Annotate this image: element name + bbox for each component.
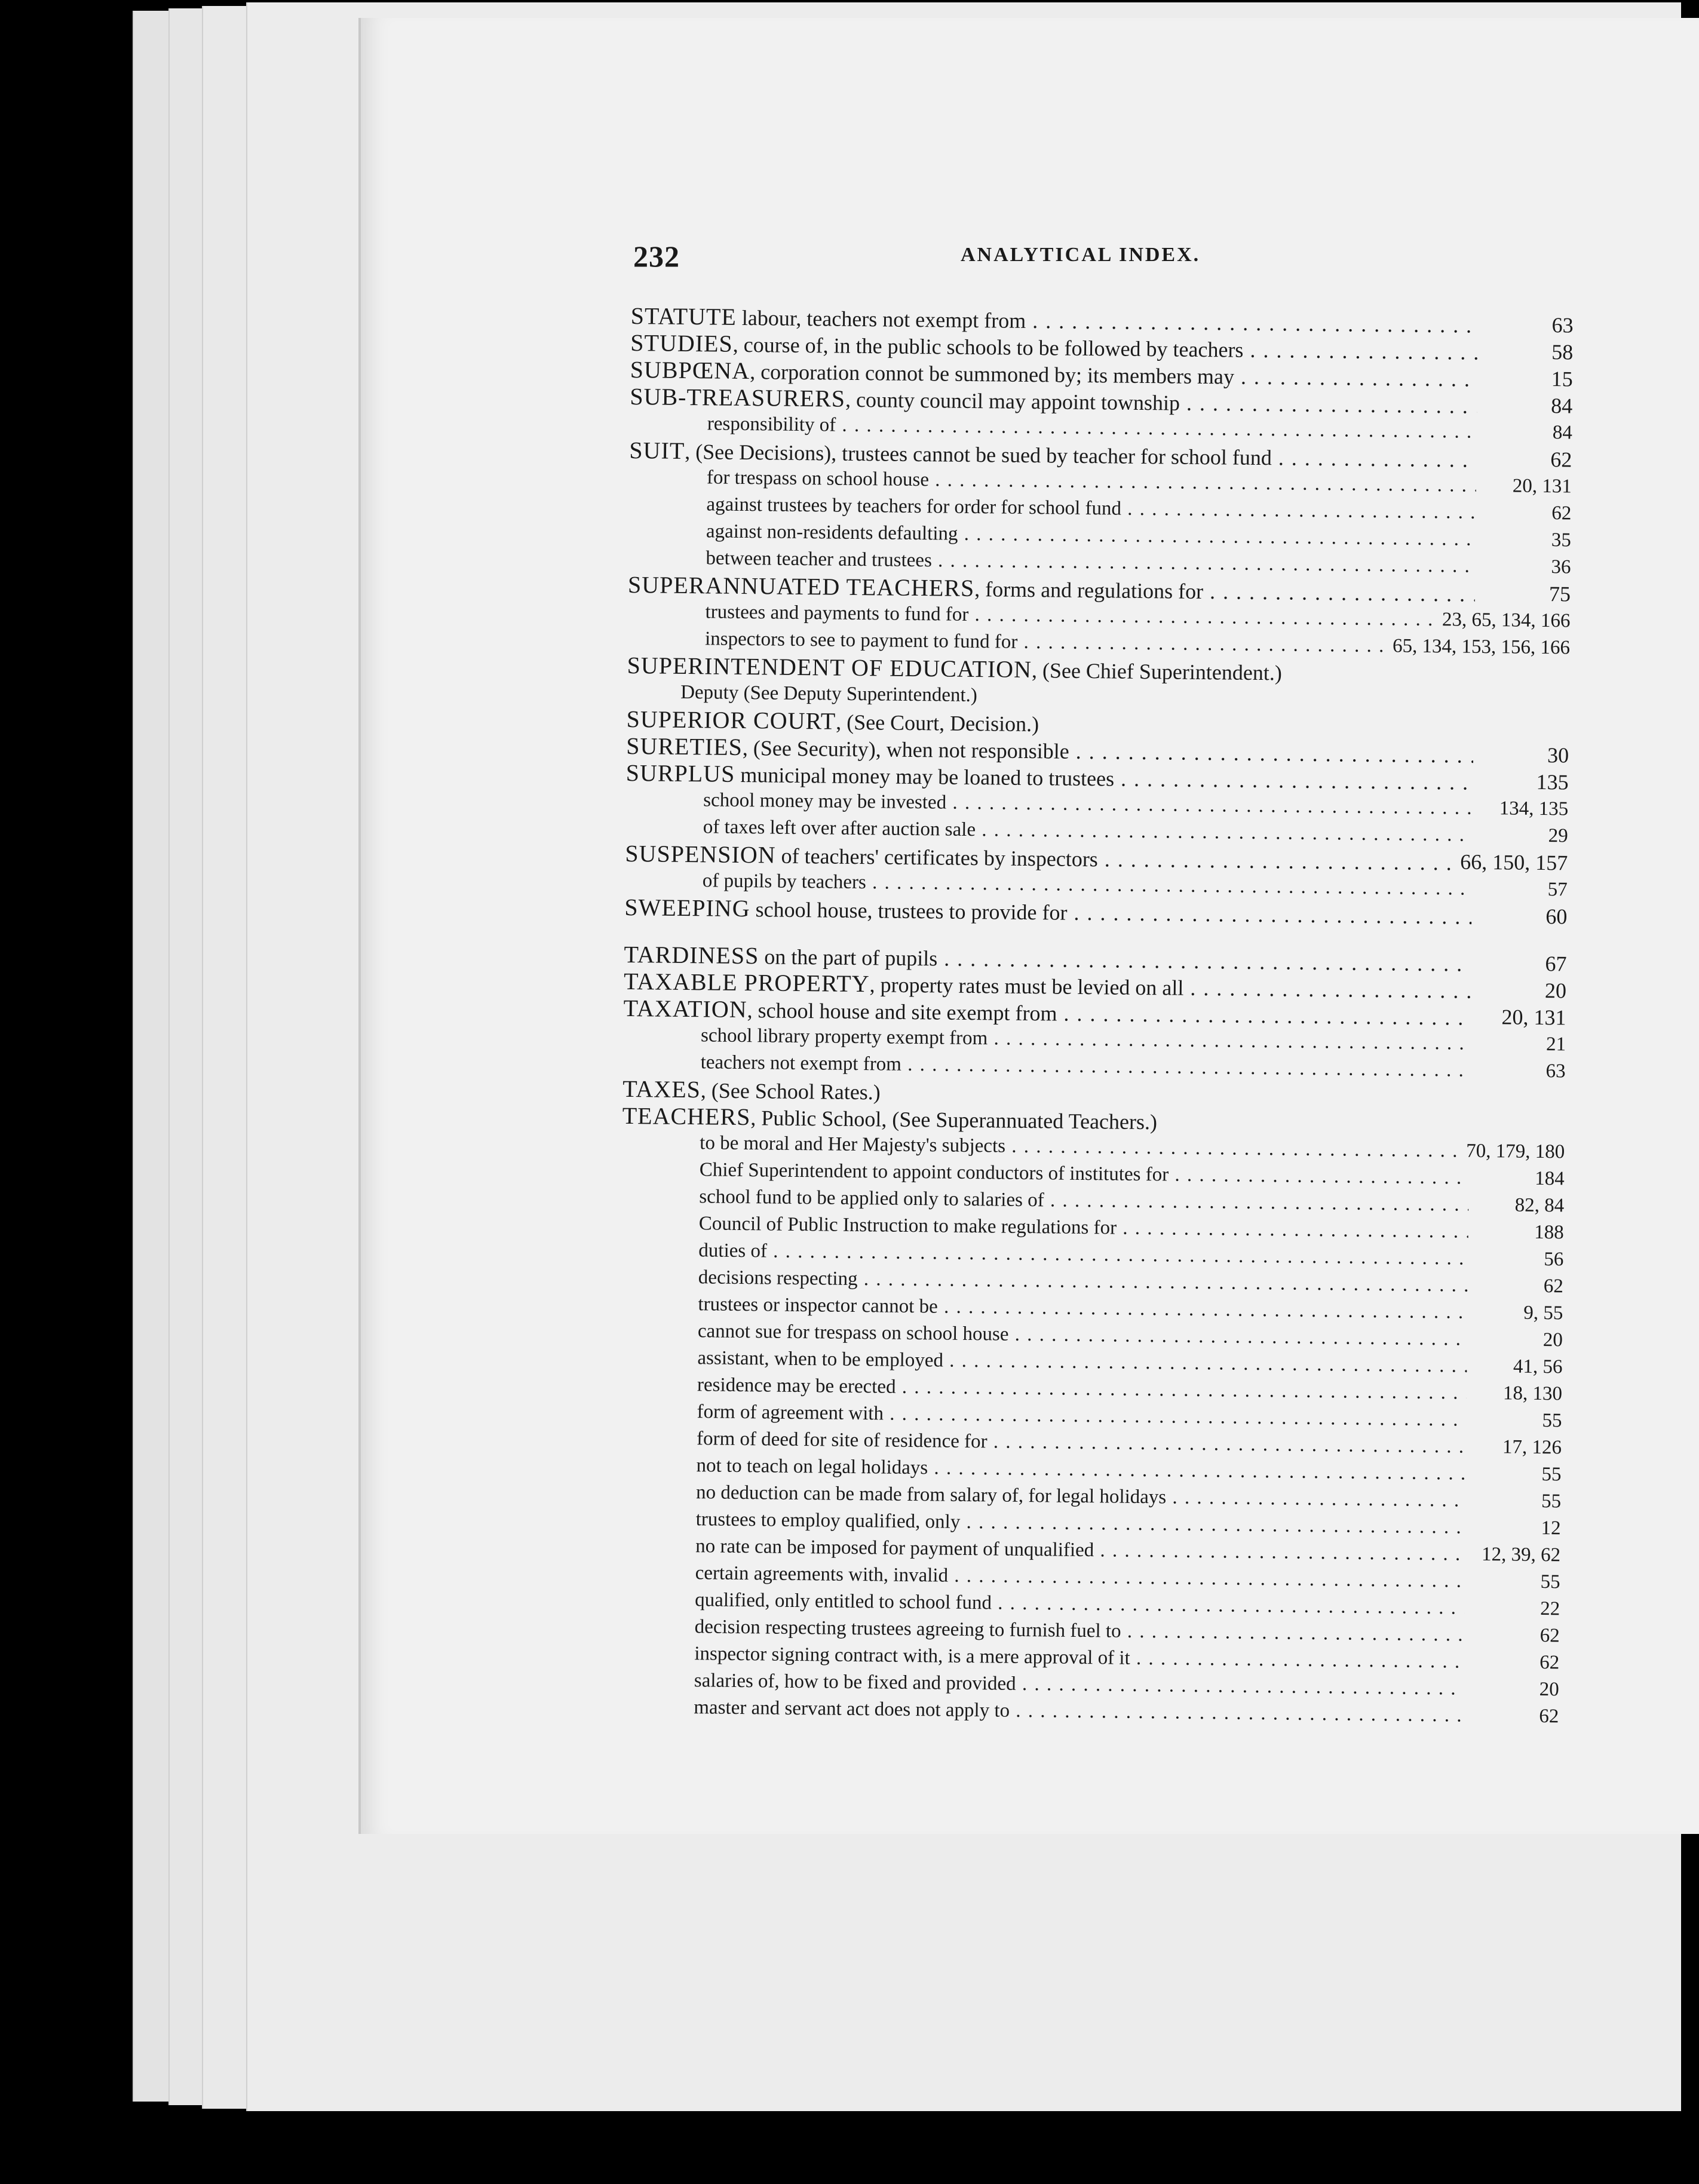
- subentry-text: teachers not exempt from: [700, 1051, 902, 1075]
- entry-heading: STUDIES: [630, 329, 733, 357]
- entry-pages: 17, 126: [1498, 1434, 1562, 1461]
- index-list: [616, 302, 1574, 1730]
- entry-pages: 20: [1538, 1327, 1563, 1354]
- subentry-text: trustees and payments to fund for: [705, 601, 969, 625]
- entry-text: , forms and regulations for: [974, 577, 1204, 604]
- entry-pages: 9, 55: [1519, 1300, 1563, 1327]
- subentry-text: Deputy (See Deputy Superintendent.): [680, 681, 978, 707]
- subentry-text: inspectors to see to payment to fund for: [704, 628, 1018, 653]
- entry-pages: 58: [1547, 339, 1573, 366]
- entry-heading: TAXES: [622, 1075, 701, 1103]
- entry-pages: 55: [1537, 1461, 1561, 1488]
- page-number: 232: [633, 240, 680, 273]
- subentry-text: of taxes left over after auction sale: [703, 816, 976, 841]
- running-head: ANALYTICAL INDEX.: [961, 244, 1201, 266]
- entry-pages: 20, 131: [1496, 1004, 1566, 1031]
- entry-pages: 20: [1540, 977, 1566, 1004]
- entry-pages: 82, 84: [1510, 1192, 1565, 1219]
- entry-text: labour, teachers not exempt from: [736, 305, 1026, 333]
- subentry-text: residence may be erected: [697, 1374, 896, 1398]
- subentry-text: certain agreements with, invalid: [695, 1562, 949, 1587]
- subentry-text: duties of: [698, 1240, 768, 1262]
- entry-pages: 63: [1547, 312, 1573, 339]
- entry-pages: 84: [1548, 419, 1572, 446]
- entry-pages: 29: [1543, 823, 1568, 849]
- subentry-text: decisions respecting: [698, 1266, 858, 1290]
- entry-text: , (See Chief Superintendent.): [1031, 658, 1283, 685]
- subentry-text: against trustees by teachers for order for school fund: [706, 493, 1122, 520]
- entry-pages: 35: [1547, 527, 1571, 554]
- subentry-text: cannot sue for trespass on school house: [697, 1320, 1009, 1345]
- entry-heading: STATUTE: [630, 302, 737, 330]
- subentry-text: inspector signing contract with, is a mere approval of it: [694, 1643, 1130, 1669]
- entry-pages: 41, 56: [1508, 1353, 1563, 1381]
- subentry-text: assistant, when to be employed: [697, 1347, 944, 1372]
- subentry-text: qualified, only entitled to school fund: [695, 1589, 992, 1614]
- entry-pages: 60: [1541, 903, 1567, 930]
- entry-pages: 67: [1540, 950, 1566, 977]
- entry-pages: 63: [1541, 1058, 1565, 1085]
- entry-pages: 55: [1537, 1407, 1562, 1434]
- entry-pages: 62: [1539, 1273, 1563, 1300]
- subentry-text: no deduction can be made from salary of, for legal holidays: [695, 1481, 1167, 1508]
- subentry-text: to be moral and Her Majesty's subjects: [700, 1132, 1006, 1157]
- entry-pages: 62: [1545, 446, 1572, 473]
- entry-heading: SURETIES: [625, 732, 743, 760]
- entry-pages: 12: [1536, 1515, 1560, 1542]
- entry-pages: 15: [1547, 366, 1573, 392]
- subentry-text: form of agreement with: [697, 1401, 884, 1425]
- entry-heading: SUSPENSION: [625, 839, 776, 869]
- subentry-text: for trespass on school house: [706, 467, 930, 491]
- entry-heading: SUIT: [629, 436, 685, 464]
- entry-pages: 55: [1537, 1488, 1561, 1515]
- subentry-text: trustees or inspector cannot be: [698, 1293, 938, 1318]
- subentry-text: responsibility of: [707, 413, 836, 436]
- entry-pages: 135: [1531, 769, 1568, 796]
- entry-text: , property rates must be levied on all: [869, 973, 1184, 1000]
- entry-text: , (See Court, Decision.): [835, 710, 1039, 737]
- subentry-text: between teacher and trustees: [706, 547, 933, 572]
- entry-text: , Public School, (See Superannuated Teachers.): [750, 1106, 1158, 1134]
- entry-pages: 65, 134, 153, 156, 166: [1388, 633, 1570, 661]
- entry-pages: 75: [1544, 581, 1571, 608]
- entry-heading: SUPERIOR COURT: [626, 705, 836, 735]
- entry-pages: 18, 130: [1498, 1380, 1562, 1407]
- entry-heading: SURPLUS: [625, 759, 735, 787]
- entry-text: , corporation connot be summoned by; its members may: [749, 360, 1235, 389]
- entry-pages: 20, 131: [1508, 473, 1572, 500]
- subentry-text: school money may be invested: [703, 789, 947, 814]
- entry-pages: 70, 179, 180: [1461, 1138, 1565, 1166]
- entry-pages: 84: [1546, 392, 1572, 419]
- entry-text: , course of, in the public schools to be followed by teachers: [732, 332, 1244, 362]
- subentry-text: trustees to employ qualified, only: [695, 1508, 961, 1533]
- entry-pages: 66, 150, 157: [1455, 849, 1568, 877]
- entry-text: school house, trustees to provide for: [750, 897, 1068, 925]
- entry-text: , (See School Rates.): [700, 1078, 881, 1105]
- entry-text: on the part of pupils: [759, 944, 938, 971]
- subentry-text: Council of Public Instruction to make regulations for: [698, 1213, 1117, 1239]
- entry-pages: 20: [1535, 1676, 1559, 1703]
- entry-heading: TEACHERS: [622, 1102, 751, 1131]
- entry-pages: 62: [1535, 1649, 1559, 1676]
- entry-pages: 184: [1530, 1165, 1565, 1193]
- subentry-text: not to teach on legal holidays: [696, 1455, 928, 1479]
- entry-heading: TARDINESS: [624, 940, 759, 970]
- entry-text: , school house and site exempt from: [747, 998, 1057, 1026]
- entry-pages: 56: [1539, 1246, 1563, 1273]
- subentry-text: salaries of, how to be fixed and provided: [694, 1670, 1016, 1695]
- entry-pages: 134, 135: [1494, 795, 1568, 823]
- entry-text: , (See Security), when not responsible: [742, 735, 1069, 763]
- entry-text: , county council may appoint township: [845, 387, 1180, 415]
- entry-pages: 57: [1543, 876, 1568, 903]
- entry-pages: 30: [1542, 742, 1569, 769]
- entry-heading: SUB-TREASURERS: [630, 382, 846, 412]
- entry-pages: 23, 65, 134, 166: [1437, 606, 1571, 634]
- entry-text: of teachers' certificates by inspectors: [775, 843, 1099, 872]
- entry-pages: 21: [1541, 1031, 1566, 1058]
- entry-heading: TAXABLE PROPERTY: [623, 967, 870, 998]
- entry-heading: SUBPŒNA: [630, 355, 750, 385]
- entry-pages: 36: [1546, 554, 1571, 581]
- subentry-text: Chief Superintendent to appoint conductors of institutes for: [699, 1159, 1169, 1186]
- entry-pages: 188: [1529, 1219, 1564, 1247]
- subentry-text: against non-residents defaulting: [706, 520, 958, 545]
- entry-heading: SUPERINTENDENT OF EDUCATION: [627, 651, 1032, 683]
- entry-heading: SWEEPING: [624, 893, 750, 922]
- entry-text: , (See Decisions), trustees cannot be sued by teacher for school fund: [685, 439, 1272, 470]
- subentry-text: of pupils by teachers: [702, 870, 867, 894]
- entry-pages: 12, 39, 62: [1477, 1541, 1560, 1569]
- entry-pages: 22: [1535, 1596, 1560, 1622]
- subentry-text: master and servant act does not apply to: [694, 1697, 1010, 1722]
- entry-pages: 55: [1535, 1569, 1560, 1596]
- subentry-text: no rate can be imposed for payment of unqualified: [695, 1535, 1094, 1562]
- entry-pages: 62: [1547, 500, 1571, 527]
- entry-text: municipal money may be loaned to trustees: [735, 762, 1115, 791]
- subentry-text: school library property exempt from: [700, 1024, 988, 1050]
- entry-heading: TAXATION: [623, 994, 747, 1023]
- subentry-text: school fund to be applied only to salaries of: [699, 1186, 1044, 1211]
- subentry-text: decision respecting trustees agreeing to furnish fuel to: [694, 1616, 1121, 1642]
- entry-pages: 62: [1534, 1703, 1559, 1730]
- subentry-text: form of deed for site of residence for: [696, 1428, 987, 1453]
- entry-pages: 62: [1535, 1622, 1559, 1649]
- entry-heading: SUPERANNUATED TEACHERS: [627, 570, 975, 602]
